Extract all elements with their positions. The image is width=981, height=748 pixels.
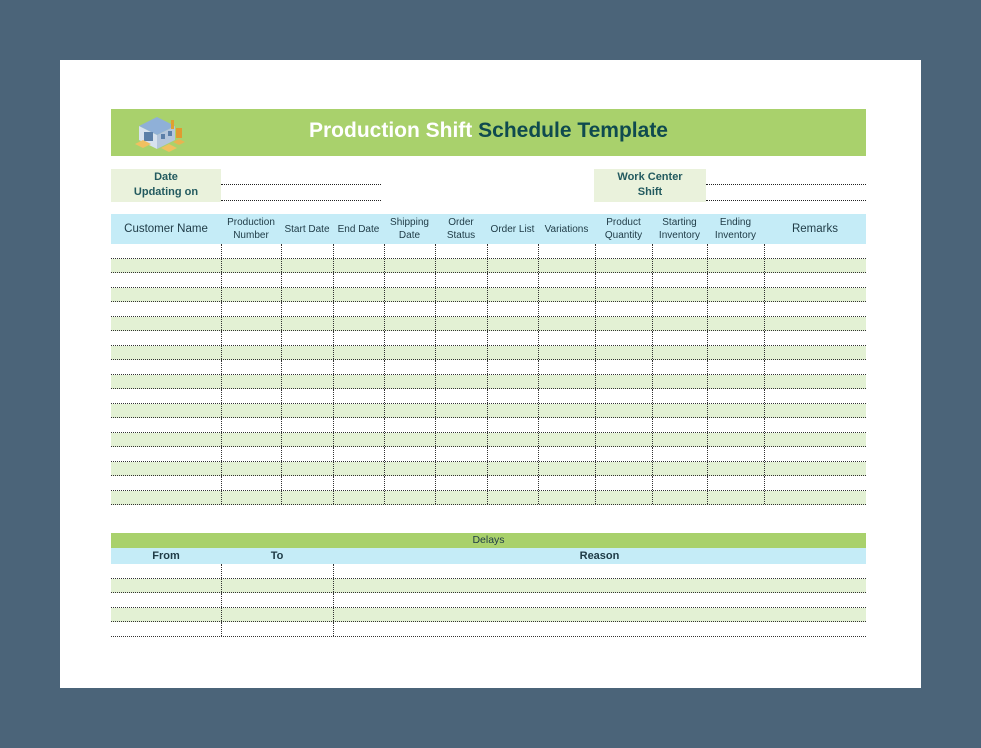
table-row[interactable]: [111, 389, 866, 404]
column-divider: [384, 447, 385, 461]
column-divider: [707, 447, 708, 461]
delays-to-header: To: [270, 550, 284, 562]
column-header-label: [659, 216, 700, 242]
column-divider: [281, 389, 282, 403]
column-divider: [221, 404, 222, 418]
delays-row[interactable]: [111, 593, 866, 608]
column-divider: [487, 273, 488, 287]
column-divider: [538, 331, 539, 345]
column-divider: [707, 360, 708, 374]
column-divider: [384, 375, 385, 389]
column-divider: [281, 418, 282, 432]
column-divider: [652, 259, 653, 273]
column-divider: [333, 244, 334, 258]
column-divider: [707, 491, 708, 505]
column-divider: [281, 476, 282, 490]
column-divider: [384, 360, 385, 374]
column-divider: [595, 346, 596, 360]
column-divider: [538, 491, 539, 505]
column-header: [281, 214, 333, 244]
column-header-label: [124, 223, 208, 236]
column-header: [595, 214, 652, 244]
delays-row[interactable]: [111, 579, 866, 594]
title-banner: [111, 109, 866, 156]
column-divider: [595, 331, 596, 345]
column-header: [652, 214, 707, 244]
column-divider: [384, 476, 385, 490]
column-divider: [707, 346, 708, 360]
column-divider: [333, 564, 334, 578]
column-divider: [384, 418, 385, 432]
column-divider: [487, 244, 488, 258]
column-divider: [487, 491, 488, 505]
title-part-2: Schedule Template: [478, 119, 668, 142]
column-divider: [595, 447, 596, 461]
column-divider: [435, 447, 436, 461]
column-divider: [595, 375, 596, 389]
column-divider: [435, 375, 436, 389]
column-divider: [435, 302, 436, 316]
column-divider: [221, 418, 222, 432]
column-divider: [435, 317, 436, 331]
column-divider: [281, 331, 282, 345]
column-divider: [221, 608, 222, 622]
delays-row[interactable]: [111, 622, 866, 637]
column-divider: [487, 375, 488, 389]
column-divider: [764, 433, 765, 447]
column-header-label: [227, 216, 275, 242]
column-divider: [435, 462, 436, 476]
column-divider: [333, 593, 334, 607]
column-divider: [221, 302, 222, 316]
table-row[interactable]: [111, 418, 866, 433]
column-divider: [333, 433, 334, 447]
column-divider: [487, 476, 488, 490]
column-divider: [764, 375, 765, 389]
delays-header: [111, 548, 866, 564]
column-divider: [435, 389, 436, 403]
sheet: [60, 60, 921, 688]
column-divider: [595, 404, 596, 418]
column-divider: [281, 302, 282, 316]
column-divider: [281, 375, 282, 389]
column-divider: [538, 404, 539, 418]
column-header-line: Starting: [662, 217, 697, 228]
column-divider: [281, 491, 282, 505]
column-divider: [487, 447, 488, 461]
column-divider: [538, 447, 539, 461]
column-header: [435, 214, 487, 244]
column-divider: [764, 491, 765, 505]
column-divider: [221, 360, 222, 374]
column-divider: [538, 476, 539, 490]
column-divider: [652, 404, 653, 418]
table-row[interactable]: [111, 375, 866, 390]
column-header-label: [792, 223, 838, 236]
column-divider: [487, 302, 488, 316]
column-divider: [435, 476, 436, 490]
column-header-line: Order List: [490, 223, 535, 235]
column-divider: [281, 273, 282, 287]
column-divider: [435, 259, 436, 273]
column-divider: [652, 331, 653, 345]
column-divider: [221, 593, 222, 607]
column-divider: [538, 433, 539, 447]
column-divider: [652, 244, 653, 258]
column-divider: [281, 317, 282, 331]
column-divider: [281, 433, 282, 447]
table-row[interactable]: [111, 288, 866, 303]
column-divider: [764, 302, 765, 316]
column-divider: [707, 462, 708, 476]
column-header-label: [715, 216, 756, 242]
table-row[interactable]: [111, 491, 866, 506]
column-divider: [333, 447, 334, 461]
column-header: [487, 214, 538, 244]
column-divider: [221, 346, 222, 360]
column-divider: [333, 375, 334, 389]
column-divider: [281, 244, 282, 258]
column-divider: [281, 360, 282, 374]
column-header-line: Ending: [719, 217, 752, 228]
column-divider: [333, 259, 334, 273]
column-divider: [384, 346, 385, 360]
column-divider: [652, 375, 653, 389]
column-divider: [487, 433, 488, 447]
column-divider: [652, 433, 653, 447]
column-divider: [538, 288, 539, 302]
column-divider: [707, 273, 708, 287]
column-divider: [221, 375, 222, 389]
column-divider: [764, 259, 765, 273]
column-divider: [707, 331, 708, 345]
column-divider: [707, 302, 708, 316]
column-divider: [764, 476, 765, 490]
column-divider: [707, 404, 708, 418]
column-header-line: Quantity: [604, 230, 643, 241]
column-header: [384, 214, 435, 244]
column-divider: [595, 244, 596, 258]
column-divider: [221, 622, 222, 636]
column-header-line: Status: [446, 230, 476, 241]
column-header-line: Customer Name: [124, 222, 208, 235]
column-divider: [435, 244, 436, 258]
column-divider: [538, 244, 539, 258]
column-divider: [652, 360, 653, 374]
column-divider: [221, 389, 222, 403]
column-divider: [333, 360, 334, 374]
column-divider: [333, 579, 334, 593]
date-label: Date: [154, 171, 178, 183]
column-divider: [384, 404, 385, 418]
column-divider: [333, 476, 334, 490]
column-divider: [281, 288, 282, 302]
column-divider: [764, 389, 765, 403]
column-divider: [538, 418, 539, 432]
column-divider: [487, 404, 488, 418]
column-divider: [435, 418, 436, 432]
column-divider: [652, 476, 653, 490]
column-divider: [333, 317, 334, 331]
column-divider: [538, 273, 539, 287]
column-divider: [652, 273, 653, 287]
column-divider: [707, 288, 708, 302]
column-divider: [764, 418, 765, 432]
column-divider: [221, 288, 222, 302]
column-divider: [764, 244, 765, 258]
delays-row[interactable]: [111, 564, 866, 579]
column-divider: [652, 462, 653, 476]
table-row[interactable]: [111, 447, 866, 462]
column-header-label: [491, 223, 535, 236]
delays-title: Delays: [111, 533, 866, 548]
column-divider: [384, 433, 385, 447]
table-row[interactable]: [111, 244, 866, 259]
column-divider: [487, 462, 488, 476]
column-divider: [221, 491, 222, 505]
column-header-label: [338, 223, 380, 236]
column-header-label: [605, 216, 642, 242]
column-divider: [487, 288, 488, 302]
column-divider: [487, 418, 488, 432]
column-divider: [333, 331, 334, 345]
column-header: [538, 214, 595, 244]
column-divider: [435, 404, 436, 418]
column-divider: [221, 476, 222, 490]
column-divider: [221, 433, 222, 447]
column-header-line: Remarks: [791, 222, 838, 235]
column-divider: [333, 302, 334, 316]
column-header-label: [390, 216, 429, 242]
column-divider: [595, 360, 596, 374]
column-divider: [595, 418, 596, 432]
column-divider: [435, 491, 436, 505]
column-divider: [384, 273, 385, 287]
column-divider: [384, 288, 385, 302]
column-divider: [333, 608, 334, 622]
shift-field[interactable]: [706, 200, 866, 201]
table-row[interactable]: [111, 433, 866, 448]
column-divider: [538, 302, 539, 316]
column-divider: [487, 331, 488, 345]
column-divider: [538, 259, 539, 273]
column-divider: [221, 331, 222, 345]
column-header: [333, 214, 384, 244]
column-divider: [435, 273, 436, 287]
table-row[interactable]: [111, 259, 866, 274]
column-divider: [435, 360, 436, 374]
column-divider: [707, 244, 708, 258]
column-divider: [281, 346, 282, 360]
column-divider: [221, 259, 222, 273]
table-row[interactable]: [111, 331, 866, 346]
column-divider: [764, 317, 765, 331]
column-divider: [221, 317, 222, 331]
column-header-line: Variations: [544, 223, 589, 235]
table-row[interactable]: [111, 302, 866, 317]
column-divider: [221, 244, 222, 258]
column-divider: [538, 346, 539, 360]
column-divider: [764, 447, 765, 461]
work-center-label: Work Center: [617, 171, 683, 183]
column-divider: [595, 288, 596, 302]
column-divider: [435, 346, 436, 360]
column-divider: [384, 317, 385, 331]
column-divider: [652, 418, 653, 432]
column-divider: [538, 317, 539, 331]
updating-field[interactable]: [221, 200, 381, 201]
updating-label: Updating on: [133, 186, 199, 198]
table-row[interactable]: [111, 462, 866, 477]
column-divider: [333, 622, 334, 636]
delays-from-header: From: [152, 550, 180, 562]
column-header: [764, 214, 866, 244]
work-center-label-block: [594, 169, 706, 202]
column-divider: [487, 346, 488, 360]
delays-body: [111, 564, 866, 637]
column-divider: [487, 317, 488, 331]
column-divider: [384, 244, 385, 258]
column-divider: [707, 259, 708, 273]
column-header-label: [447, 216, 475, 242]
work-center-field[interactable]: [706, 184, 866, 185]
column-divider: [538, 360, 539, 374]
column-header-line: Date: [398, 230, 421, 241]
column-header-label: [545, 223, 589, 236]
column-divider: [652, 491, 653, 505]
column-header: [111, 214, 221, 244]
column-divider: [384, 302, 385, 316]
column-divider: [652, 346, 653, 360]
column-divider: [333, 389, 334, 403]
column-divider: [487, 360, 488, 374]
table-row[interactable]: [111, 476, 866, 491]
column-divider: [538, 389, 539, 403]
column-divider: [281, 404, 282, 418]
column-header: [707, 214, 764, 244]
column-divider: [435, 433, 436, 447]
table-body: [111, 244, 866, 505]
column-divider: [595, 491, 596, 505]
date-label-block: [111, 169, 221, 202]
column-divider: [764, 331, 765, 345]
column-divider: [652, 447, 653, 461]
column-divider: [595, 317, 596, 331]
date-field[interactable]: [221, 184, 381, 185]
column-divider: [764, 360, 765, 374]
column-divider: [384, 389, 385, 403]
column-divider: [595, 462, 596, 476]
column-divider: [435, 331, 436, 345]
column-divider: [764, 346, 765, 360]
column-header-line: Start Date: [284, 223, 330, 235]
column-divider: [764, 273, 765, 287]
column-divider: [384, 491, 385, 505]
column-header-line: Number: [233, 230, 269, 241]
column-divider: [707, 317, 708, 331]
column-divider: [707, 418, 708, 432]
table-row[interactable]: [111, 360, 866, 375]
column-divider: [384, 462, 385, 476]
column-divider: [333, 404, 334, 418]
column-divider: [281, 259, 282, 273]
column-divider: [221, 273, 222, 287]
column-divider: [333, 491, 334, 505]
column-divider: [221, 447, 222, 461]
column-divider: [333, 462, 334, 476]
table-row[interactable]: [111, 273, 866, 288]
column-divider: [707, 433, 708, 447]
column-header-line: Shipping: [390, 217, 429, 228]
table-row[interactable]: [111, 404, 866, 419]
table-row[interactable]: [111, 317, 866, 332]
column-divider: [595, 476, 596, 490]
page-title: [111, 119, 866, 143]
column-divider: [764, 404, 765, 418]
column-divider: [281, 462, 282, 476]
column-divider: [221, 564, 222, 578]
column-divider: [333, 288, 334, 302]
column-divider: [595, 389, 596, 403]
column-divider: [652, 288, 653, 302]
column-divider: [281, 447, 282, 461]
column-divider: [538, 375, 539, 389]
column-divider: [487, 389, 488, 403]
column-divider: [435, 288, 436, 302]
column-header: [221, 214, 281, 244]
column-header-line: Product: [606, 217, 641, 228]
column-divider: [707, 389, 708, 403]
delays-row[interactable]: [111, 608, 866, 623]
column-header-line: End Date: [337, 223, 380, 235]
column-divider: [333, 418, 334, 432]
column-divider: [595, 302, 596, 316]
title-part-1: Production Shift: [308, 119, 473, 142]
column-divider: [652, 389, 653, 403]
delays-reason-header: Reason: [579, 550, 620, 562]
column-divider: [595, 259, 596, 273]
shift-label: Shift: [637, 186, 663, 198]
column-divider: [221, 579, 222, 593]
column-divider: [487, 259, 488, 273]
column-header-label: [284, 223, 329, 236]
column-divider: [707, 476, 708, 490]
table-header: [111, 214, 866, 244]
column-header-line: Inventory: [714, 230, 757, 241]
column-divider: [652, 317, 653, 331]
column-header-line: Order: [448, 217, 474, 228]
column-divider: [652, 302, 653, 316]
column-divider: [595, 433, 596, 447]
column-divider: [333, 273, 334, 287]
column-divider: [707, 375, 708, 389]
column-divider: [384, 259, 385, 273]
column-divider: [333, 346, 334, 360]
table-row[interactable]: [111, 346, 866, 361]
column-divider: [764, 462, 765, 476]
column-divider: [384, 331, 385, 345]
column-divider: [221, 462, 222, 476]
column-divider: [764, 288, 765, 302]
column-divider: [595, 273, 596, 287]
column-divider: [538, 462, 539, 476]
column-header-line: Production: [227, 217, 275, 228]
column-header-line: Inventory: [658, 230, 701, 241]
